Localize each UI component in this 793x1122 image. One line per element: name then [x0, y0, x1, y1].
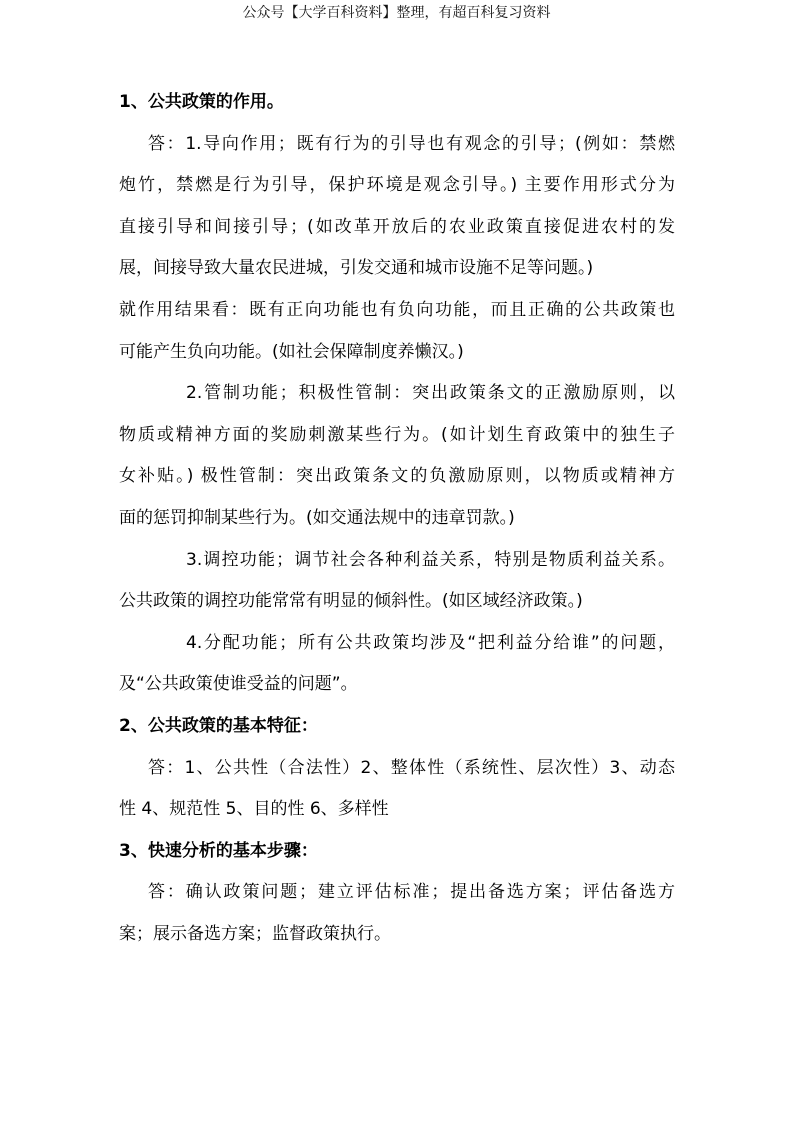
section-1-line: 4.分配功能；所有公共政策均涉及“把利益分给谁”的问题， [186, 632, 675, 653]
section-1-line: 公共政策的调控功能常常有明显的倾斜性。(如区域经济政策。) [119, 591, 583, 612]
section-1-line: 面的惩罚抑制某些行为。(如交通法规中的违章罚款。) [119, 507, 515, 528]
section-1-line: 及“公共政策使谁受益的问题”。 [119, 674, 358, 695]
section-2-title: 2、公共政策的基本特征： [119, 715, 318, 736]
section-2-line: 答：1、公共性（合法性）2、整体性（系统性、层次性）3、动态 [148, 757, 675, 778]
section-1-line: 2.管制功能；积极性管制：突出政策条文的正激励原则，以 [186, 383, 675, 404]
section-1-line: 物质或精神方面的奖励刺激某些行为。(如计划生育政策中的独生子 [119, 424, 675, 445]
section-3-line: 答：确认政策问题；建立评估标准；提出备选方案；评估备选方 [148, 882, 675, 903]
section-1-line: 可能产生负向功能。(如社会保障制度养懒汉。) [119, 341, 464, 362]
section-2-line: 性 4、规范性 5、目的性 6、多样性 [119, 799, 389, 820]
section-3-line: 案；展示备选方案；监督政策执行。 [119, 923, 391, 944]
section-1-line: 3.调控功能；调节社会各种利益关系，特别是物质利益关系。 [186, 549, 675, 570]
document-body [119, 82, 675, 955]
section-1-line: 炮竹，禁燃是行为引导，保护环境是观念引导。) 主要作用形式分为 [119, 175, 675, 196]
section-1-line: 直接引导和间接引导；(如改革开放后的农业政策直接促进农村的发 [119, 216, 675, 237]
section-1-line: 展，间接导致大量农民进城，引发交通和城市设施不足等问题。) [119, 258, 594, 279]
section-1-line: 女补贴。) 极性管制：突出政策条文的负激励原则，以物质或精神方 [119, 466, 675, 487]
section-3-title: 3、快速分析的基本步骤： [119, 840, 318, 861]
section-1-line: 答：1.导向作用；既有行为的引导也有观念的引导；(例如：禁燃 [148, 133, 675, 154]
section-1-line: 就作用结果看：既有正向功能也有负向功能，而且正确的公共政策也 [119, 299, 675, 320]
page-header: 公众号【大学百科资料】整理，有超百科复习资料 [242, 5, 551, 21]
section-1-title: 1、公共政策的作用。 [119, 92, 284, 112]
